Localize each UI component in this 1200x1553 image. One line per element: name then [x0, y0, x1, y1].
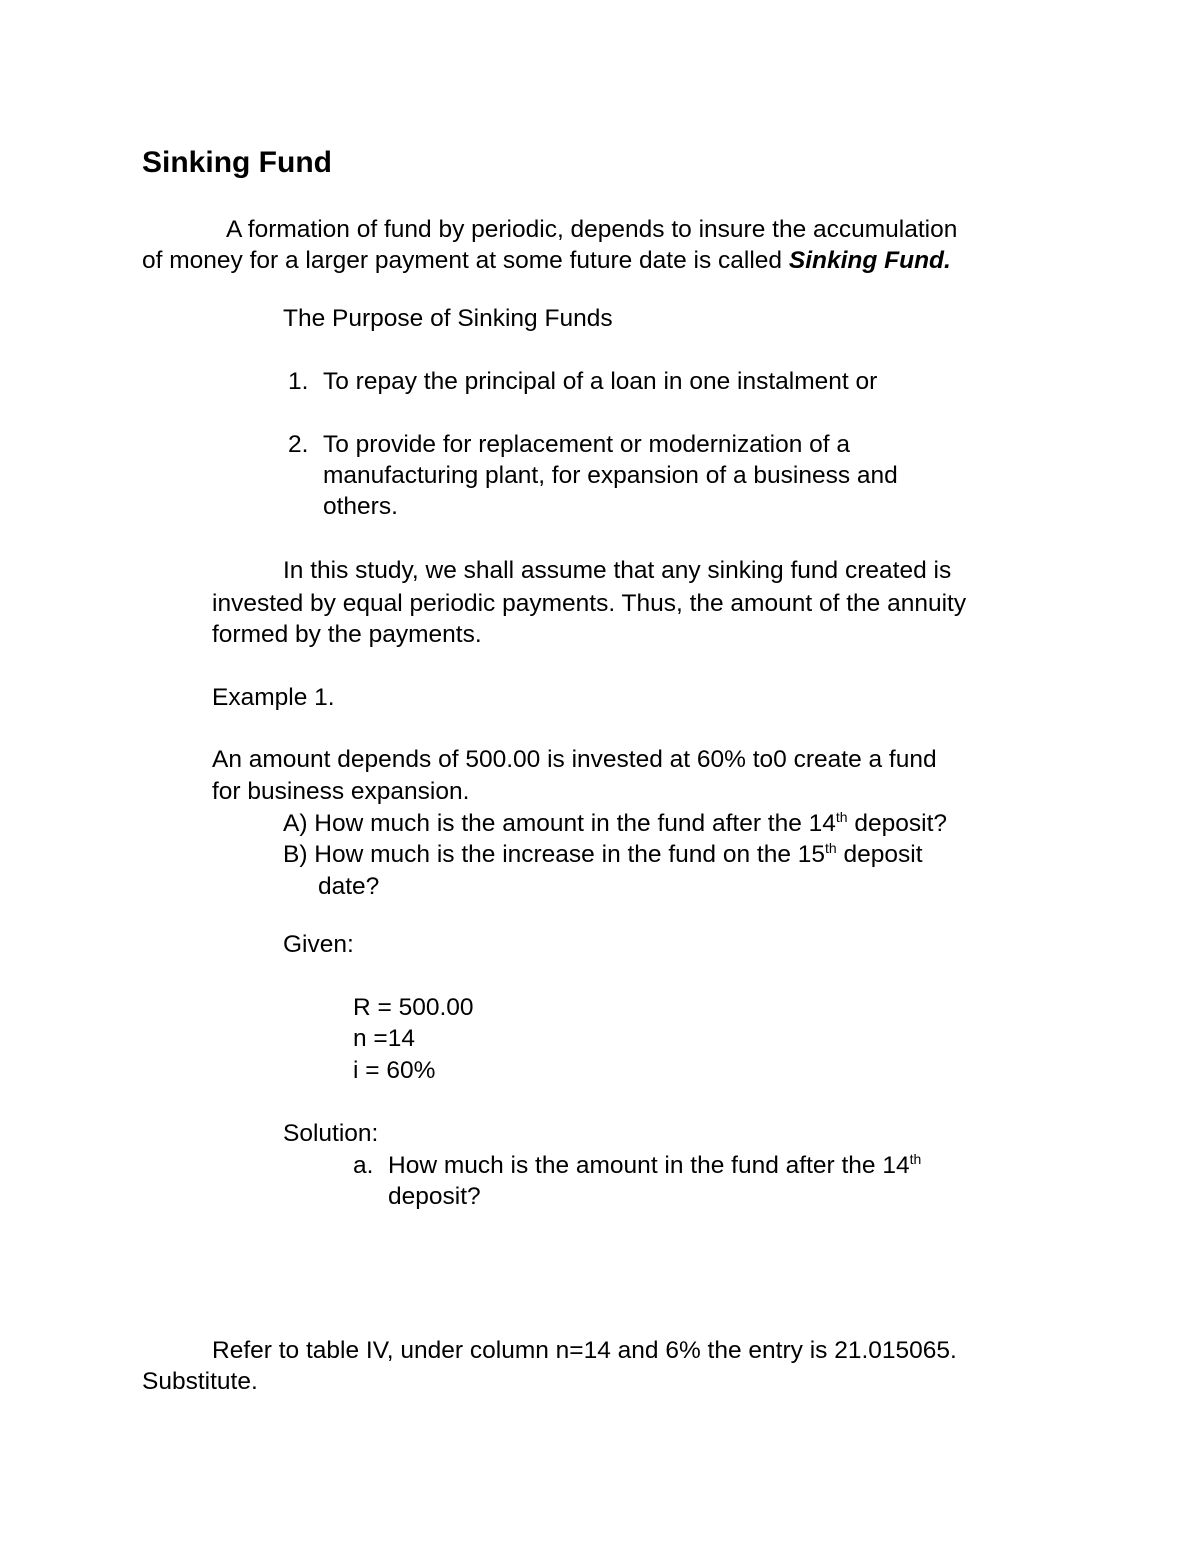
question-a-superscript: th: [835, 808, 848, 825]
question-b-text: B) How much is the increase in the fund on the 15: [283, 841, 826, 868]
example-label: Example 1.: [212, 684, 335, 711]
purpose-2-number: 2.: [288, 431, 309, 458]
study-line-2: invested by equal periodic payments. Thus, the amount of the annuity: [212, 590, 967, 617]
example-problem-line-2: for business expansion.: [212, 778, 470, 805]
given-n: n =14: [353, 1025, 415, 1052]
question-b-line-2: date?: [318, 873, 380, 900]
question-b-superscript: th: [825, 839, 837, 856]
solution-item-a: [388, 1151, 921, 1181]
solution-item-marker: a.: [353, 1152, 374, 1179]
intro-line-2: [142, 246, 951, 276]
intro-line-1: A formation of fund by periodic, depends to insure the accumulation: [226, 216, 958, 243]
purpose-1-text: To repay the principal of a loan in one instalment or: [323, 368, 878, 395]
question-a: [283, 809, 947, 839]
sinking-fund-term: Sinking Fund.: [788, 247, 951, 274]
question-b-tail: deposit: [836, 841, 923, 868]
purpose-2-line-1: To provide for replacement or modernization of a: [323, 431, 851, 458]
question-a-text: A) How much is the amount in the fund after the 14: [283, 810, 836, 837]
study-line-1: In this study, we shall assume that any sinking fund created is: [283, 557, 952, 584]
question-a-tail: deposit?: [847, 810, 948, 837]
given-r: R = 500.00: [353, 994, 474, 1021]
given-label: Given:: [283, 931, 354, 958]
refer-line-2: Substitute.: [142, 1368, 258, 1395]
purpose-2-line-3: others.: [323, 493, 398, 520]
example-problem-line-1: An amount depends of 500.00 is invested at 60% to0 create a fund: [212, 746, 937, 773]
question-b: [283, 840, 923, 870]
solution-item-text: How much is the amount in the fund after the 14: [388, 1152, 910, 1179]
purpose-2-line-2: manufacturing plant, for expansion of a business and: [323, 462, 898, 489]
intro-line-2-text: of money for a larger payment at some future date is called: [142, 247, 789, 274]
study-line-3: formed by the payments.: [212, 621, 482, 648]
purpose-1-number: 1.: [288, 368, 309, 395]
document-title: Sinking Fund: [142, 146, 332, 179]
solution-label: Solution:: [283, 1120, 379, 1147]
given-i: i = 60%: [353, 1057, 436, 1084]
solution-item-superscript: th: [909, 1150, 922, 1167]
purpose-heading: The Purpose of Sinking Funds: [283, 305, 613, 332]
solution-item-line-2: deposit?: [388, 1183, 481, 1210]
refer-line-1: Refer to table IV, under column n=14 and 6% the entry is 21.015065.: [212, 1337, 957, 1364]
